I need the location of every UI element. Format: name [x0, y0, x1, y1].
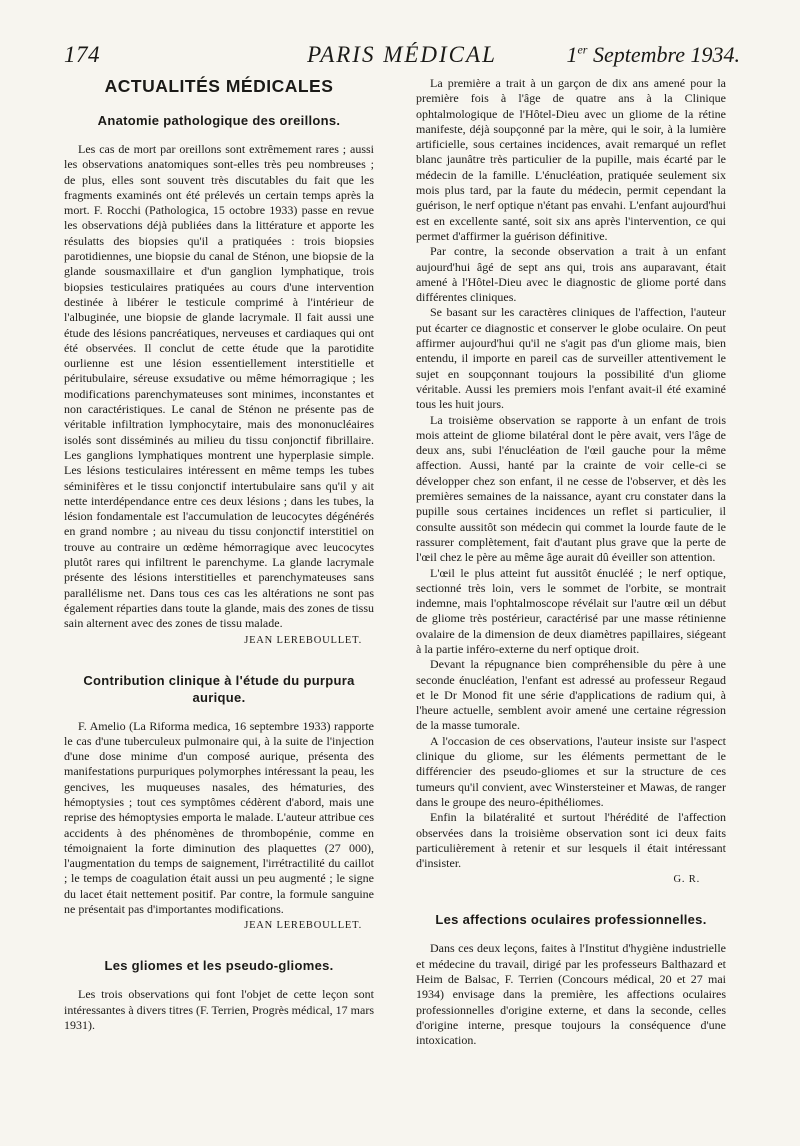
article-title-gliomes: Les gliomes et les pseudo-gliomes.	[104, 958, 334, 974]
journal-title: PARIS MÉDICAL	[307, 42, 497, 67]
gliomes-paragraph-7: A l'occasion de ces observations, l'auteur insiste sur l'aspect clinique du gliome, sur les éléments permettant de le différencier des pseudo-gliomes et sur la structure de ces tumeurs qu'il convient, avec Winstersteiner et Mawas, de ranger dans le groupe des neuro-épithéliomes.	[416, 733, 726, 809]
gliomes-paragraph-6: Devant la répugnance bien compréhensible du père à une seconde énucléation, l'enfant est adressé au professeur Regaud et le Dr Monod fit une série d'applications de radium qui, à l'heure actuelle, semblent avoir amené une certaine régression de la masse tumorale.	[416, 657, 726, 733]
date-suffix: er	[577, 42, 588, 57]
author-signature-2: JEAN LEREBOULLET.	[244, 920, 362, 932]
gliomes-paragraph-2: Par contre, la seconde observation a trait à un enfant aujourd'hui âgé de sept ans qui, trois ans auparavant, était amené à l'Hôtel-Dieu avec le diagnostic de gliome porté dans différentes cliniques.	[416, 244, 726, 305]
gliomes-paragraph-5: L'œil le plus atteint fut aussitôt énucléé ; le nerf optique, sectionné très loin, vers le sommet de l'orbite, se montrait indemne, mais l'ophtalmoscope révélait sur l'autre œil un début de gliome très postérieur, caractérisé par une masse rétinienne ovalaire de la dimension de deux diamètres papillaires, siégeant à la partie inféro-externe du nerf optique droit.	[416, 565, 726, 656]
article-title-purpura: Contribution clinique à l'étude du purpura aurique.	[83, 672, 355, 705]
page-number: 174	[64, 42, 100, 67]
article-body-affections: Dans ces deux leçons, faites à l'Institut d'hygiène industrielle et médecine du travail, dirigé par les professeurs Balthazard et Heim de Balsac, F. Terrien (Concours médical, 20 et 27 mai 1934) envisage dans la première, les affections oculaires professionnelles d'origine externe, et dans la seconde, celles d'origine interne, presque toujours la conséquence d'une intoxication.	[416, 941, 726, 1048]
article-body-oreillons: Les cas de mort par oreillons sont extrêmement rares ; aussi les observations anatomiques sont-elles très peu nombreuses ; de plus, elles sont souvent très discutables du fait que les fragments examinés ont été prélevés un certain temps après la mort. F. Rocchi (Pathologica, 15 octobre 1933) passe en revue les observations déjà publiées dans la littérature et apporte les résulatts des biopsies qu'il a pratiquées : trois biopsies parotidiennes, une biopsie du canal de Sténon, une biopsie de la glande sousmaxillaire et d'un ganglion lymphatique, trois biopsies testiculaires pratiquées au cours d'une intervention destinée à libérer le testicule comprimé à l'intérieur de l'albuginée, une biopsie de glande lacrymale. Il fait aussi une étude des lésions pancréatiques, nerveuses et cardiaques qui ont été observées. Il conclut de cette étude que la parotidite ourlienne est une lésion essentiellement interstitielle et péritubulaire, séreuse exsudative ou même hémorragique ; les modifications parenchymateuses sont minimes, inconstantes et non caractéristiques. Le canal de Sténon ne présente pas de véritable infiltration lymphocytaire, mais des mononucléaires isolés sont disséminés au milieu du tissu conjonctif fibrillaire. Les ganglions lymphatiques montrent une hyperplasie simple. Les lésions testiculaires intéressent en même temps les tubes séminifères et le tissu conjonctif intertubulaire sans qu'il y ait nette interdépendance entre ces deux lésions ; dans les tubes, la lésion fondamentale est l'accumulation de leucocytes dégénérés en grand nombre ; au niveau du tissu conjonctif interstitiel on trouve au contraire un œdème hémorragique avec leucocytes plutôt rares qui infiltrent le parenchyme. La glande lacrymale présente des lésions interstitielles et parenchymateuses sans parallélisme net. Dans tous ces cas les altérations ne sont pas également réparties dans toute la glande, mais des zones de tissu sain alternent avec des zones de tissu malade.	[64, 142, 374, 631]
date-rest: Septembre 1934.	[587, 42, 740, 67]
issue-date	[566, 42, 740, 68]
page-header	[64, 42, 740, 72]
author-signature-3: G. R.	[673, 874, 700, 886]
date-day: 1	[566, 42, 578, 67]
gliomes-paragraph-4: La troisième observation se rapporte à un enfant de trois mois atteint de gliome bilatéral dont le père avait, vers l'âge de deux ans, subi l'énucléation de l'œil gauche pour la même affection. Aussi, hanté par la crainte de voir celle-ci se développer chez son enfant, il ne cesse de l'observer, et dès les premières semaines de la naissance, ayant cru constater dans la pupille sous certaines incidences un reflet si particulier, il consulte aussitôt son médecin qui commet la lourde faute de le rassurer complètement, fait d'autant plus grave que la perte de l'œil chez le père au même âge aurait dû éveiller son attention.	[416, 412, 726, 565]
article-title-affections: Les affections oculaires professionnelles.	[435, 912, 707, 928]
gliomes-paragraph-8: Enfin la bilatéralité et surtout l'hérédité de l'affection observées dans la troisième observation sont ici deux faits particulièrement à retenir et sur lesquels il était intéressant d'insister.	[416, 810, 726, 871]
article-body-gliomes-intro: Les trois observations qui font l'objet de cette leçon sont intéressantes à divers titres (F. Terrien, Progrès médical, 17 mars 1931).	[64, 987, 374, 1032]
author-signature-1: JEAN LEREBOULLET.	[244, 634, 362, 646]
article-body-purpura: F. Amelio (La Riforma medica, 16 septembre 1933) rapporte le cas d'une tuberculeux pulmonaire qui, à la suite de l'injection d'une dose minime d'un composé aurique, présenta des manifestations purpuriques polymorphes intéressant la peau, les gencives, les muqueuses nasales, des hématuries, des hémoptysies ; tout ces symptômes cédèrent d'abord, mais une reprise des hémoptysies emporta le malade. L'auteur attribue ces accidents à des phénomènes de thrombopénie, comme en témoignaient la forte diminution des plaquettes (27 000), l'augmentation du temps de saignement, l'irrétractilité du caillot ; le temps de coagulation était aussi un peu augmenté ; le signe du lacet était nettement positif. Par contre, la formule sanguine ne présentait pas d'importantes modifications.	[64, 718, 374, 917]
article-title-oreillons: Anatomie pathologique des oreillons.	[97, 113, 341, 128]
left-column	[64, 76, 374, 1033]
rubric-title: ACTUALITÉS MÉDICALES	[104, 76, 334, 96]
gliomes-paragraph-3: Se basant sur les caractères cliniques de l'affection, l'auteur put écarter ce diagnostic et conserver le globe oculaire. On peut affirmer aujourd'hui qu'il ne s'agit pas d'un gliome mais, bien entendu, il importe en pareil cas de surveiller attentivement le sujet en soupçonnant toujours la possibilité d'un gliome véritable. Aussi les premiers mois l'enfant avait-il été examiné tous les huit jours.	[416, 305, 726, 412]
right-column	[416, 76, 726, 1049]
gliomes-paragraph-1: La première a trait à un garçon de dix ans amené pour la première fois à l'âge de quatre ans à la Clinique ophtalmologique de l'Hôtel-Dieu avec un gliome de la rétine manifeste, déjà soupçonné par la mère, qui le soir, à la lumière artificielle, sous certaines incidences, avait remarqué un reflet blanc jaunâtre très particulier de la pupille, mais écarté par le médecin de la famille. L'énucléation, pratiquée seulement six mois plus tard, par la faute du médecin, permit cependant la guérison, le nerf optique n'étant pas envahi. L'enfant aujourd'hui est en excellente santé, soit six ans après l'intervention, ce qui permet d'affirmer la guérison définitive.	[416, 76, 726, 243]
